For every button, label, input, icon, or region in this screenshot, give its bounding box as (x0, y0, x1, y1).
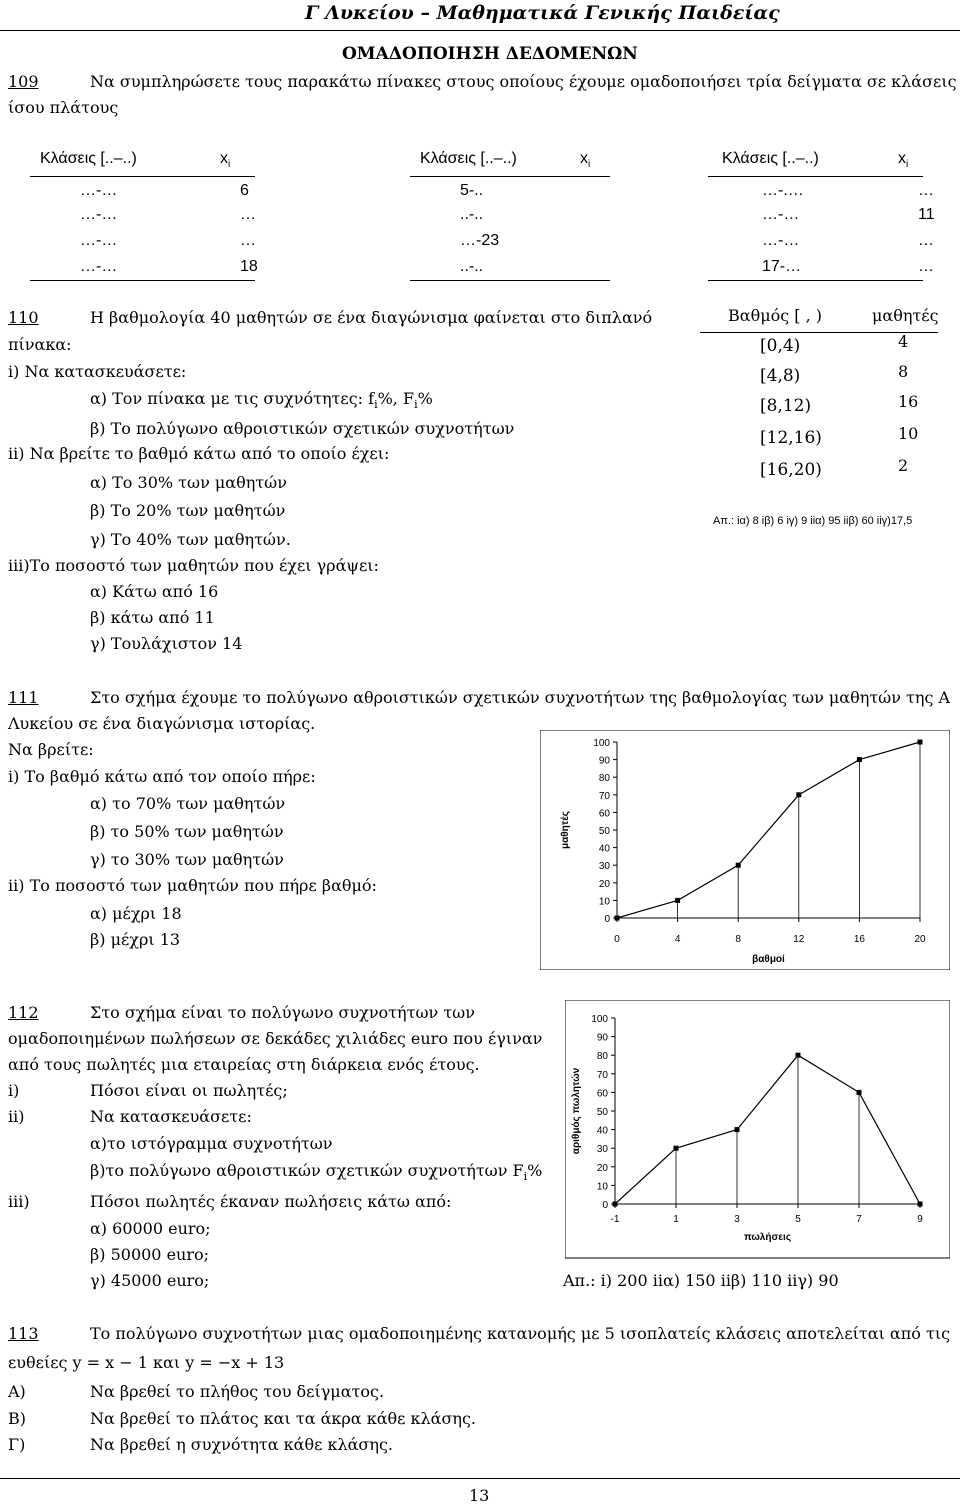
y-tick-label: 70 (598, 790, 610, 802)
data-point (796, 1053, 801, 1058)
y-tick-label: 10 (598, 896, 610, 908)
y-tick-label: 0 (604, 914, 610, 925)
exercise-113-c-label: Γ) (8, 1435, 26, 1454)
table-109-2-class-cell: …-23 (460, 232, 500, 249)
exercise-110-iia: α) Το 30% των μαθητών (90, 473, 287, 492)
x-tick-label: 8 (735, 934, 741, 945)
exercise-111-iib: β) μέχρι 13 (90, 930, 181, 949)
grade-table-class-cell: [0,4) (760, 336, 801, 356)
table-109-1-x-cell: 6 (240, 182, 249, 199)
grade-table-class-cell: [16,20) (760, 460, 822, 480)
y-tick-label: 80 (596, 1051, 608, 1063)
exercise-number-112: 112 (8, 1003, 39, 1022)
exercise-112-iii-text: Πόσοι πωλητές έκαναν πωλήσεις κάτω από: (90, 1192, 452, 1211)
grade-table-count-cell: 16 (898, 392, 919, 411)
x-tick-label: 12 (793, 934, 805, 945)
x-tick-label: 3 (734, 1214, 740, 1225)
data-point (615, 916, 620, 921)
exercise-110-ia-mid: %, F (377, 389, 415, 408)
data-point (613, 1202, 618, 1207)
exercise-112-iiia: α) 60000 euro; (90, 1219, 211, 1238)
x-header-subscript: i (906, 159, 909, 171)
exercise-113-b-label: Β) (8, 1409, 26, 1428)
exercise-112-iib-text: β)το πολύγωνο αθροιστικών σχετικών συχνοτήτων F (90, 1161, 524, 1180)
exercise-110-text-line2: πίνακα: (8, 335, 72, 354)
y-tick-label: 90 (596, 1032, 608, 1044)
exercise-112-iia: α)το ιστόγραμμα συχνοτήτων (90, 1134, 333, 1153)
series-line (615, 1055, 920, 1204)
exercise-113-text-line2: ευθείες y = x − 1 και y = −x + 13 (8, 1353, 285, 1372)
data-point (857, 757, 862, 762)
data-point (736, 863, 741, 868)
x-header-symbol: x (220, 150, 228, 167)
table-109-3-x-cell: … (918, 258, 934, 275)
table-109-2-class-cell: 5-.. (460, 182, 484, 199)
x-header-subscript: i (588, 159, 591, 171)
x-header-symbol: x (580, 150, 588, 167)
exercise-112-text-line2: ομαδοποιημένων πωλήσεων σε δεκάδες χιλιάδες euro που έγιναν (8, 1029, 543, 1048)
y-tick-label: 60 (598, 808, 610, 820)
exercise-number-109: 109 (8, 72, 39, 91)
table-109-1-class-cell: …-… (80, 232, 118, 249)
table-109-3-x-cell: 11 (918, 206, 935, 223)
exercise-112-text-line3: από τους πωλητές μια εταιρείας στη διάρκεια ενός έτους. (8, 1055, 480, 1074)
exercise-112-i-text: Πόσοι είναι οι πωλητές; (90, 1081, 288, 1100)
exercise-113-a-text: Να βρεθεί το πλήθος του δείγματος. (90, 1382, 385, 1401)
data-point (735, 1127, 740, 1132)
table-109-3-class-cell: …-.… (762, 182, 804, 199)
y-axis-title: αριθμός πωλητών (571, 1067, 582, 1155)
y-tick-label: 40 (598, 843, 610, 855)
exercise-110-ia-sub2: i (414, 398, 418, 412)
table-109-3-class-header: Κλάσεις [..–..) (722, 150, 819, 167)
y-tick-label: 70 (596, 1069, 608, 1081)
y-tick-label: 40 (596, 1125, 608, 1137)
data-point (674, 1146, 679, 1151)
page-header-title: Γ Λυκείου – Μαθηματικά Γενικής Παιδείας (305, 2, 780, 24)
table-109-1-class-cell: …-… (80, 182, 118, 199)
exercise-111-ia: α) το 70% των μαθητών (90, 794, 286, 813)
y-tick-label: 80 (598, 773, 610, 785)
table-109-2-header-rule (410, 176, 610, 177)
x-tick-label: 0 (614, 934, 620, 945)
exercise-111-ib: β) το 50% των μαθητών (90, 822, 284, 841)
table-109-1-bottom-rule (30, 280, 255, 281)
exercise-109-text-line1: Να συμπληρώσετε τους παρακάτω πίνακες στους οποίους έχουμε ομαδοποιήσει τρία δείγματα σε κλάσεις (90, 72, 957, 91)
y-tick-label: 30 (598, 861, 610, 873)
table-109-1-x-cell: … (240, 206, 256, 223)
exercise-111-i: i) Το βαθμό κάτω από τον οποίο πήρε: (8, 767, 316, 786)
exercise-112-ii-text: Να κατασκευάσετε: (90, 1107, 252, 1126)
exercise-110-text-line1: Η βαθμολογία 40 μαθητών σε ένα διαγώνισμα φαίνεται στο διπλανό (90, 308, 653, 327)
exercise-112-i-label: i) (8, 1081, 20, 1100)
exercise-110-ii: ii) Να βρείτε το βαθμό κάτω από το οποίο έχει: (8, 444, 390, 463)
chart-frame (565, 1000, 950, 1258)
y-tick-label: 60 (596, 1088, 608, 1100)
x-tick-label: 1 (673, 1214, 679, 1225)
table-109-1-x-header (220, 150, 230, 170)
exercise-110-ia-sub1: i (374, 398, 378, 412)
x-tick-label: 16 (853, 934, 865, 945)
sales-frequency-polygon-chart (565, 1000, 950, 1260)
x-tick-label: 20 (914, 934, 926, 945)
exercise-112-iib-sub: i (523, 1170, 528, 1184)
grade-table-class-cell: [4,8) (760, 366, 801, 386)
exercise-112-iii-label: iii) (8, 1192, 30, 1211)
exercise-112-answer: Απ.: i) 200 iiα) 150 iiβ) 110 iiγ) 90 (563, 1271, 839, 1290)
grade-table-class-cell: [8,12) (760, 396, 812, 416)
page-number: 13 (469, 1486, 490, 1505)
table-109-1-x-cell: 18 (240, 258, 258, 275)
exercise-111-ic: γ) το 30% των μαθητών (90, 850, 284, 869)
exercise-110-i: i) Να κατασκευάσετε: (8, 362, 187, 381)
table-109-2-class-cell: ..-.. (460, 206, 484, 223)
x-header-symbol: x (898, 150, 906, 167)
table-109-3-header-rule (708, 176, 923, 177)
data-point (675, 898, 680, 903)
table-109-3-class-cell: …-… (762, 206, 800, 223)
grade-table-class-cell: [12,16) (760, 428, 822, 448)
exercise-110-ia-text: α) Τον πίνακα με τις συχνότητες: (90, 389, 364, 408)
cumulative-frequency-chart (540, 730, 950, 970)
exercise-111-text-line1: Στο σχήμα έχουμε το πολύγωνο αθροιστικών σχετικών συχνοτήτων της βαθμολογίας των μαθητών της Α (90, 688, 951, 707)
x-header-subscript: i (228, 159, 231, 171)
exercise-110-ia (90, 389, 433, 411)
exercise-111-iia: α) μέχρι 18 (90, 904, 182, 923)
y-tick-label: 50 (596, 1107, 608, 1118)
exercise-110-ia-end: % (417, 389, 433, 408)
exercise-111-ii: ii) Το ποσοστό των μαθητών που πήρε βαθμό: (8, 876, 377, 895)
exercise-110-ib: β) Το πολύγωνο αθροιστικών σχετικών συχνοτήτων (90, 419, 515, 438)
exercise-111-text-line2: Λυκείου σε ένα διαγώνισμα ιστορίας. (8, 714, 316, 733)
data-point (857, 1090, 862, 1095)
table-109-1-header-rule (30, 176, 255, 177)
exercise-number-110: 110 (8, 308, 39, 327)
series-line (617, 742, 920, 918)
table-109-2-class-header: Κλάσεις [..–..) (420, 150, 517, 167)
y-tick-label: 20 (598, 878, 610, 890)
exercise-112-iib-end: % (527, 1161, 543, 1180)
exercise-110-iib: β) Το 20% των μαθητών (90, 501, 286, 520)
x-tick-label: 5 (795, 1214, 801, 1225)
exercise-110-answer: Απ.: iα) 8 iβ) 6 iγ) 9 iiα) 95 iiβ) 60 iiγ)17,5 (713, 515, 913, 527)
table-109-1-x-cell: … (240, 232, 256, 249)
y-tick-label: 90 (598, 755, 610, 767)
grade-table-header-class: Βαθμός [ , ) (728, 306, 823, 325)
grade-table-header-students: μαθητές (872, 306, 939, 325)
exercise-110-iiia: α) Κάτω από 16 (90, 582, 219, 601)
exercise-112-iib (90, 1161, 542, 1183)
exercise-110-iiic: γ) Τουλάχιστον 14 (90, 634, 243, 653)
table-109-3-class-cell: …-… (762, 232, 800, 249)
exercise-112-ii-label: ii) (8, 1107, 25, 1126)
data-point (918, 1202, 923, 1207)
y-axis-title: μαθητές (560, 811, 571, 849)
exercise-112-iiib: β) 50000 euro; (90, 1245, 210, 1264)
exercise-110-iiib: β) κάτω από 11 (90, 608, 215, 627)
y-tick-label: 10 (596, 1181, 608, 1193)
grade-table-count-cell: 8 (898, 362, 909, 381)
x-tick-label: 4 (674, 934, 681, 945)
exercise-113-b-text: Να βρεθεί το πλάτος και τα άκρα κάθε κλάσης. (90, 1409, 476, 1428)
table-109-2-x-header (580, 150, 590, 170)
table-109-3-class-cell: 17-… (762, 258, 802, 275)
data-point (796, 792, 801, 797)
table-109-3-x-cell: … (918, 232, 934, 249)
y-tick-label: 20 (596, 1162, 608, 1174)
exercise-113-a-label: Α) (8, 1382, 26, 1401)
table-109-3-x-cell: … (918, 182, 934, 199)
exercise-number-113: 113 (8, 1324, 39, 1343)
exercise-110-iii: iii)Το ποσοστό των μαθητών που έχει γράψει: (8, 556, 379, 575)
table-109-3-bottom-rule (708, 280, 923, 281)
table-109-2-bottom-rule (410, 280, 610, 281)
y-tick-label: 100 (593, 738, 610, 749)
table-109-2-class-cell: ..-.. (460, 258, 484, 275)
grade-table-count-cell: 10 (898, 424, 919, 443)
y-tick-label: 30 (596, 1144, 608, 1156)
exercise-112-text-line1: Στο σχήμα είναι το πολύγωνο συχνοτήτων των (90, 1003, 475, 1022)
section-title: ΟΜΑΔΟΠΟΙΗΣΗ ΔΕΔΟΜΕΝΩΝ (342, 44, 638, 64)
exercise-number-111: 111 (8, 688, 39, 707)
exercise-110-iic: γ) Το 40% των μαθητών. (90, 530, 291, 549)
header-rule (0, 30, 960, 31)
table-109-1-class-cell: …-… (80, 206, 118, 223)
table-109-1-class-header: Κλάσεις [..–..) (40, 150, 137, 167)
footer-rule (0, 1478, 960, 1479)
y-tick-label: 100 (591, 1014, 608, 1025)
exercise-113-text-line1: Το πολύγωνο συχνοτήτων μιας ομαδοποιημένης κατανομής με 5 ισοπλατείς κλάσεις αποτελείται από τις (90, 1324, 951, 1343)
table-109-3-x-header (898, 150, 908, 170)
exercise-111-find: Να βρείτε: (8, 740, 94, 759)
table-109-1-class-cell: …-… (80, 258, 118, 275)
exercise-113-c-text: Να βρεθεί η συχνότητα κάθε κλάσης. (90, 1435, 393, 1454)
y-tick-label: 50 (598, 826, 610, 837)
exercise-112-iiic: γ) 45000 euro; (90, 1271, 210, 1290)
grade-table-count-cell: 4 (898, 332, 909, 351)
x-tick-label: 9 (917, 1214, 923, 1225)
exercise-110-ia-f: f (368, 389, 375, 408)
x-axis-title: πωλήσεις (743, 1232, 792, 1243)
x-tick-label: 7 (856, 1214, 862, 1225)
y-tick-label: 0 (602, 1200, 608, 1211)
exercise-109-text-line2: ίσου πλάτους (8, 98, 119, 117)
x-axis-title: βαθμοί (752, 954, 785, 965)
grade-table-count-cell: 2 (898, 456, 909, 475)
x-tick-label: -1 (610, 1214, 620, 1225)
data-point (918, 740, 923, 745)
